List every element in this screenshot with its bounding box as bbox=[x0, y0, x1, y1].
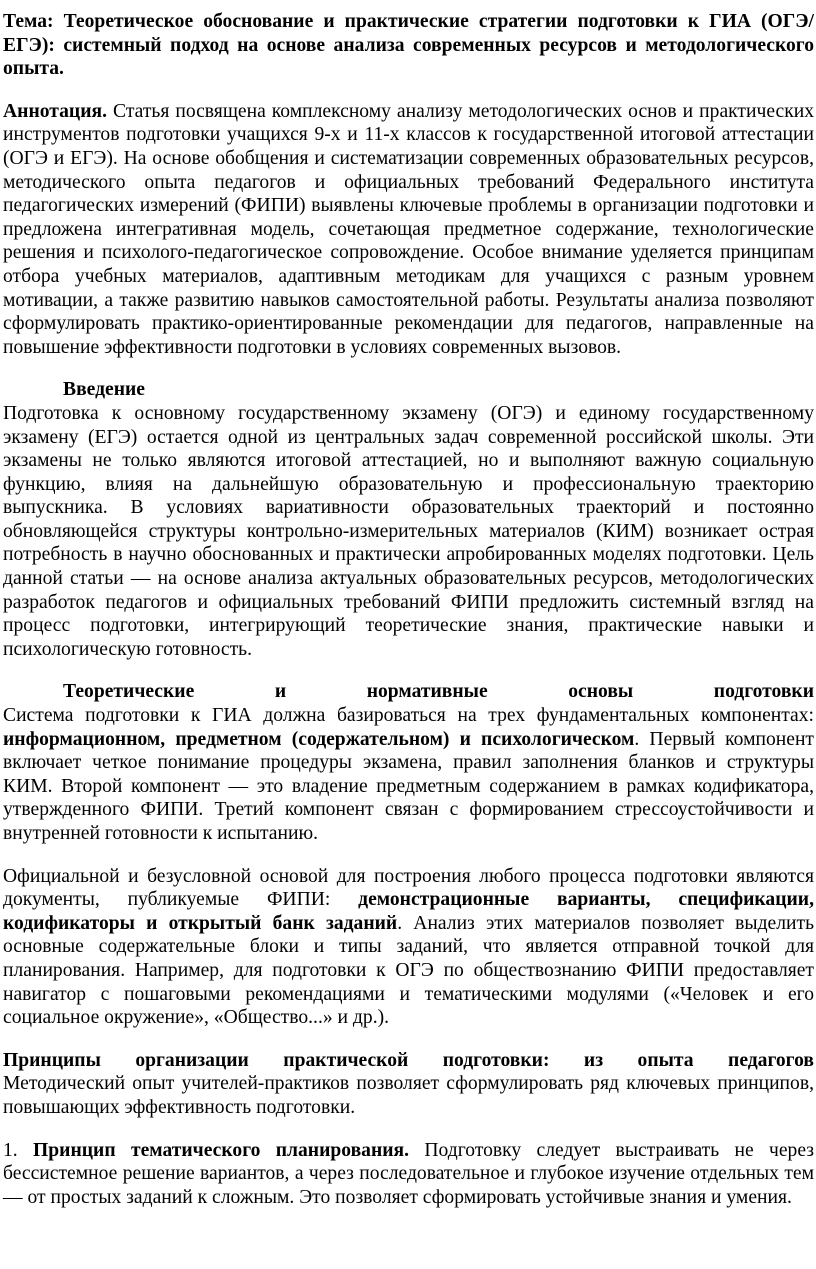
article-title: Тема: Теоретическое обоснование и практические стратегии подготовки к ГИА (ОГЭ/ЕГЭ): системный подход на основе анализа современных ресурсов и методологического опыта. bbox=[3, 11, 814, 80]
principles-heading: Принципы организации практической подготовки: из опыта педагогов bbox=[3, 1049, 814, 1071]
principle-item-title: Принцип тематического планирования. bbox=[33, 1139, 410, 1161]
intro-heading: Введение bbox=[63, 379, 145, 401]
theory-components-bold: информационном, предметном (содержательном) и психологическом bbox=[3, 728, 635, 750]
abstract-label: Аннотация. bbox=[3, 100, 108, 122]
theory-paragraph-1: Система подготовки к ГИА должна базироваться на трех фундаментальных компонентах: информационном, предметном (содержательном) и психологическом. Первый компонент включает четкое понимание процедуры экзамена, правил заполнения бланков и структуры КИМ. Второй компонент — это владение предметным содержанием в рамках кодификатора, утвержденного ФИПИ. Третий компонент связан с формированием стрессоустойчивости и внутренней готовности к испытанию. bbox=[3, 705, 814, 844]
theory-heading: Теоретические и нормативные основы подготовки bbox=[63, 681, 814, 703]
theory-paragraph-2: Официальной и безусловной основой для построения любого процесса подготовки являются документы, публикуемые ФИПИ: демонстрационные варианты, спецификации, кодификаторы и открытый банк заданий. Анализ этих материалов позволяет выделить основные содержательные блоки и типы заданий, что является отправной точкой для планирования. Например, для подготовки к ОГЭ по обществознанию ФИПИ предоставляет навигатор с пошаговыми рекомендациями и тематическими модулями («Человек и его социальное окружение», «Общество...» и др.). bbox=[3, 865, 814, 1029]
fipi-documents-bold: демонстрационные варианты, спецификации, кодификаторы и открытый банк заданий bbox=[3, 889, 814, 934]
principle-item-text: Подготовку следует выстраивать не через бессистемное решение вариантов, а через последовательное и глубокое изучение отдельных тем — от простых заданий к сложным. Это позволяет сформировать устойчивые знания и умения. bbox=[3, 1139, 815, 1208]
abstract-text: Статья посвящена комплексному анализу методологических основ и практических инструментов подготовки учащихся 9-х и 11-х классов к государственной итоговой аттестации (ОГЭ и ЕГЭ). На основе обобщения и систематизации современных образовательных ресурсов, методического опыта педагогов и официальных требований Федерального института педагогических измерений (ФИПИ) выявлены ключевые проблемы в организации подготовки и предложена интегративная модель, сочетающая предметное содержание, технологические решения и психолого-педагогическое сопровождение. Особое внимание уделяется принципам отбора учебных материалов, адаптивным методикам для учащихся с разным уровнем мотивации, а также развитию навыков самостоятельной работы. Результаты анализа позволяют сформулировать практико-ориентированные рекомендации для педагогов, направленные на повышение эффективности подготовки в условиях современных вызовов. bbox=[3, 100, 814, 358]
principle-item-number: 1. bbox=[3, 1139, 34, 1161]
intro-paragraph: Подготовка к основному государственному экзамену (ОГЭ) и единому государственному экзамену (ЕГЭ) остается одной из центральных задач современной российской школы. Эти экзамены не только являются итоговой аттестацией, но и выполняют важную социальную функцию, влияя на дальнейшую образовательную и профессиональную траекторию выпускника. В условиях вариативности образовательных траекторий и постоянно обновляющейся структуры контрольно-измерительных материалов (КИМ) возникает острая потребность в научно обоснованных и практически апробированных моделях подготовки. Цель данной статьи — на основе анализа актуальных образовательных ресурсов, методологических разработок педагогов и официальных требований ФИПИ предложить системный взгляд на процесс подготовки, интегрирующий теоретические знания, практические навыки и психологическую готовность. bbox=[3, 402, 814, 660]
principle-item-1 bbox=[3, 1139, 814, 1210]
principles-paragraph: Методический опыт учителей-практиков позволяет сформулировать ряд ключевых принципов, повышающих эффективность подготовки. bbox=[3, 1073, 814, 1118]
abstract-paragraph bbox=[3, 100, 814, 360]
